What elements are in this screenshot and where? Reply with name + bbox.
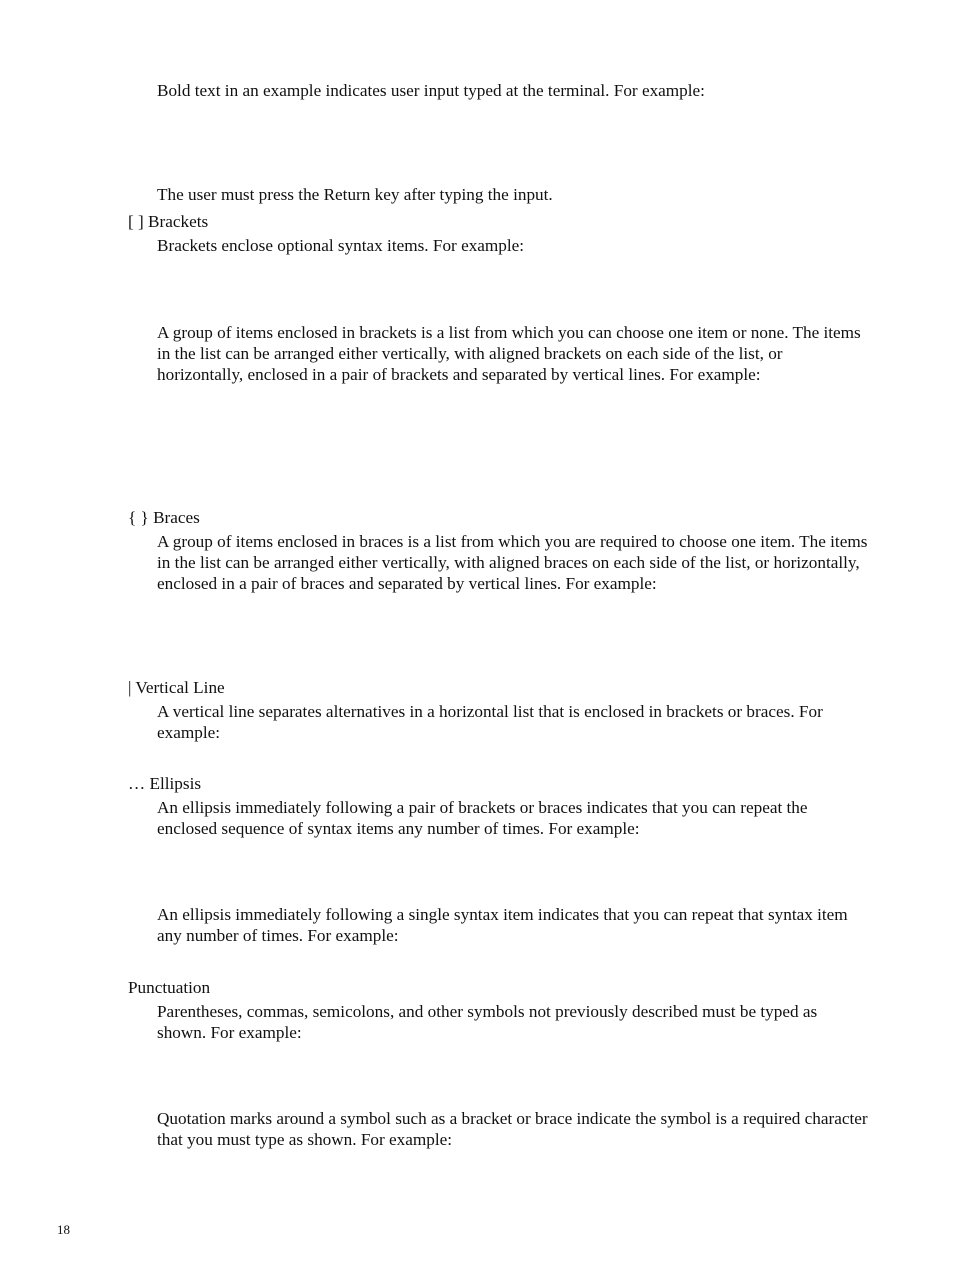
brackets-group-description: A group of items enclosed in brackets is a list from which you can choose one item or none. The items in the list can be arranged either vertically, with aligned brackets on each side of the list, or horizontally, enclosed in a pair of brackets and separated by vertical lines. For example: bbox=[157, 323, 861, 384]
return-key-note: The user must press the Return key after typing the input. bbox=[157, 185, 553, 204]
vertical-line-term: | Vertical Line bbox=[128, 678, 225, 697]
punctuation-description: Parentheses, commas, semicolons, and other symbols not previously described must be typed as shown. For example: bbox=[157, 1002, 818, 1042]
vertical-line-description: A vertical line separates alternatives in a horizontal list that is enclosed in brackets or braces. For example: bbox=[157, 702, 823, 742]
quotation-marks-description: Quotation marks around a symbol such as a bracket or brace indicate the symbol is a required character that you must type as shown. For example: bbox=[157, 1109, 868, 1149]
ellipsis-term: … Ellipsis bbox=[128, 774, 202, 793]
bold-text-description: Bold text in an example indicates user input typed at the terminal. For example: bbox=[157, 81, 705, 100]
brackets-term: [ ] Brackets bbox=[128, 212, 209, 231]
ellipsis-pair-description: An ellipsis immediately following a pair of brackets or braces indicates that you can repeat the enclosed sequence of syntax items any number of times. For example: bbox=[157, 798, 808, 838]
punctuation-term: Punctuation bbox=[128, 978, 211, 997]
braces-term: { } Braces bbox=[128, 508, 200, 527]
brackets-description: Brackets enclose optional syntax items. For example: bbox=[157, 236, 525, 255]
braces-description: A group of items enclosed in braces is a list from which you are required to choose one item. The items in the list can be arranged either vertically, with aligned braces on each side of the list, or horizontally, enclosed in a pair of braces and separated by vertical lines. For example: bbox=[157, 532, 868, 593]
ellipsis-single-description: An ellipsis immediately following a single syntax item indicates that you can repeat that syntax item any number of times. For example: bbox=[157, 905, 848, 945]
page-number: 18 bbox=[57, 1222, 70, 1237]
